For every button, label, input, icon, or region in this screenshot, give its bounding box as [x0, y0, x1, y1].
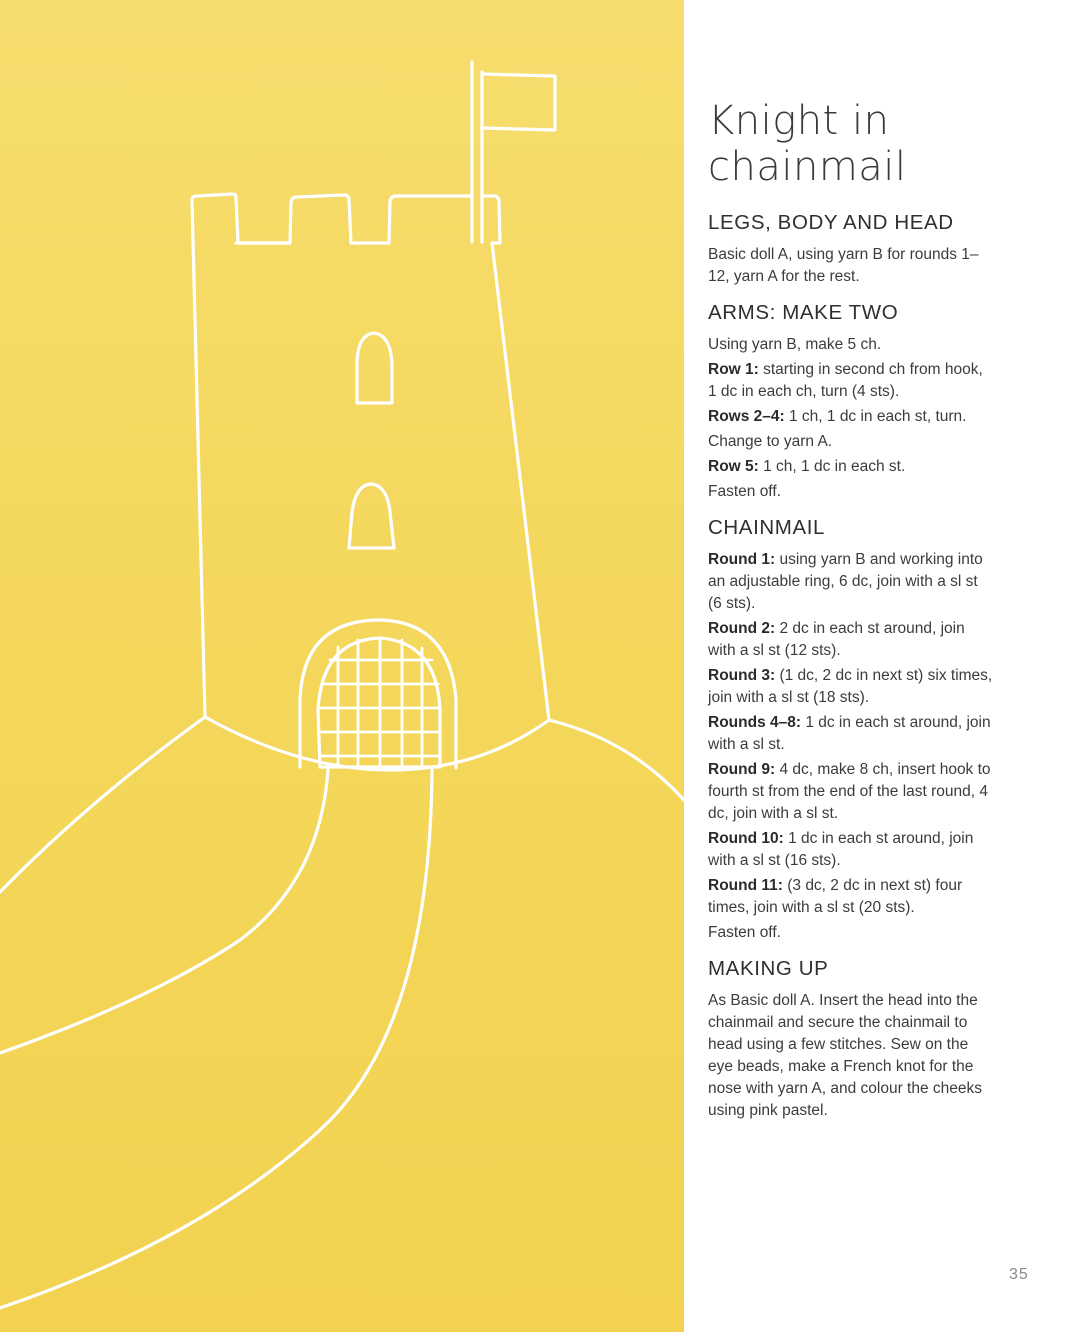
section-heading: MAKING UP	[708, 957, 829, 980]
hill-outline	[0, 717, 684, 892]
section-heading: CHAINMAIL	[708, 516, 826, 539]
instruction-text: 4 dc, make 8 ch, insert hook to fourth st from the end of the last round, 4 dc, join with a sl st.	[708, 761, 991, 822]
instruction-lead: Round 1:	[708, 551, 776, 568]
section	[708, 956, 993, 1122]
instruction-text: Using yarn B, make 5 ch.	[708, 336, 882, 353]
instruction-paragraph	[708, 618, 993, 662]
tower-outline	[192, 194, 549, 720]
door-outer	[300, 620, 456, 768]
instructions-column	[708, 98, 993, 1134]
instruction-text: (3 dc, 2 dc in next st) four times, join with a sl st (20 sts).	[708, 877, 963, 916]
instruction-text: 2 dc in each st around, join with a sl st (12 sts).	[708, 620, 965, 659]
instruction-paragraph	[708, 922, 993, 944]
instruction-text: 1 ch, 1 dc in each st.	[758, 458, 906, 475]
section-heading: LEGS, BODY AND HEAD	[708, 211, 954, 234]
section	[708, 210, 993, 288]
instruction-text: Change to yarn A.	[708, 433, 833, 450]
instruction-paragraph	[708, 244, 993, 288]
section	[708, 515, 993, 944]
instruction-paragraph	[708, 334, 993, 356]
instruction-lead: Round 3:	[708, 667, 776, 684]
path-right-edge	[0, 770, 432, 1308]
instruction-text: Basic doll A, using yarn B for rounds 1–12, yarn A for the rest.	[708, 246, 979, 285]
instruction-text: (1 dc, 2 dc in next st) six times, join with a sl st (18 sts).	[708, 667, 993, 706]
instruction-text: 1 dc in each st around, join with a sl st (16 sts).	[708, 830, 974, 869]
instruction-paragraph	[708, 481, 993, 503]
instruction-text: 1 ch, 1 dc in each st, turn.	[784, 408, 967, 425]
window-lower	[349, 484, 394, 548]
instruction-text: Fasten off.	[708, 483, 781, 500]
instruction-lead: Round 11:	[708, 877, 783, 894]
page-number: 35	[1009, 1266, 1029, 1283]
instruction-paragraph	[708, 456, 993, 478]
path-left-edge	[0, 770, 328, 1053]
instruction-paragraph	[708, 406, 993, 428]
instruction-paragraph	[708, 359, 993, 403]
portcullis-grid	[320, 638, 440, 767]
flag-pole	[472, 62, 482, 242]
instruction-lead: Row 5:	[708, 458, 759, 475]
section	[708, 300, 993, 503]
tower-base	[205, 717, 549, 770]
instruction-lead: Round 9:	[708, 761, 776, 778]
instruction-text: Fasten off.	[708, 924, 781, 941]
instruction-paragraph	[708, 712, 993, 756]
window-upper	[357, 333, 392, 403]
instruction-text: starting in second ch from hook, 1 dc in each ch, turn (4 sts).	[708, 361, 983, 400]
instruction-paragraph	[708, 549, 993, 615]
instruction-paragraph	[708, 431, 993, 453]
instruction-text: As Basic doll A. Insert the head into the chainmail and secure the chainmail to head using a few stitches. Sew on the eye beads, make a French knot for the nose with yarn A, and colour the cheeks using pink pastel.	[708, 992, 982, 1119]
instruction-lead: Row 1:	[708, 361, 759, 378]
instruction-lead: Round 2:	[708, 620, 776, 637]
instruction-lead: Rounds 4–8:	[708, 714, 802, 731]
instruction-text: 1 dc in each st around, join with a sl st.	[708, 714, 991, 753]
instruction-text: using yarn B and working into an adjustable ring, 6 dc, join with a sl st (6 sts).	[708, 551, 983, 612]
page-title: Knight in chainmail	[708, 98, 907, 190]
instruction-paragraph	[708, 759, 993, 825]
instruction-paragraph	[708, 665, 993, 709]
flag	[482, 74, 555, 130]
section-heading: ARMS: MAKE TWO	[708, 301, 899, 324]
instruction-paragraph	[708, 990, 993, 1122]
instruction-lead: Rows 2–4:	[708, 408, 785, 425]
instruction-paragraph	[708, 828, 993, 872]
instruction-paragraph	[708, 875, 993, 919]
instruction-lead: Round 10:	[708, 830, 784, 847]
pattern-sections	[708, 210, 993, 1122]
